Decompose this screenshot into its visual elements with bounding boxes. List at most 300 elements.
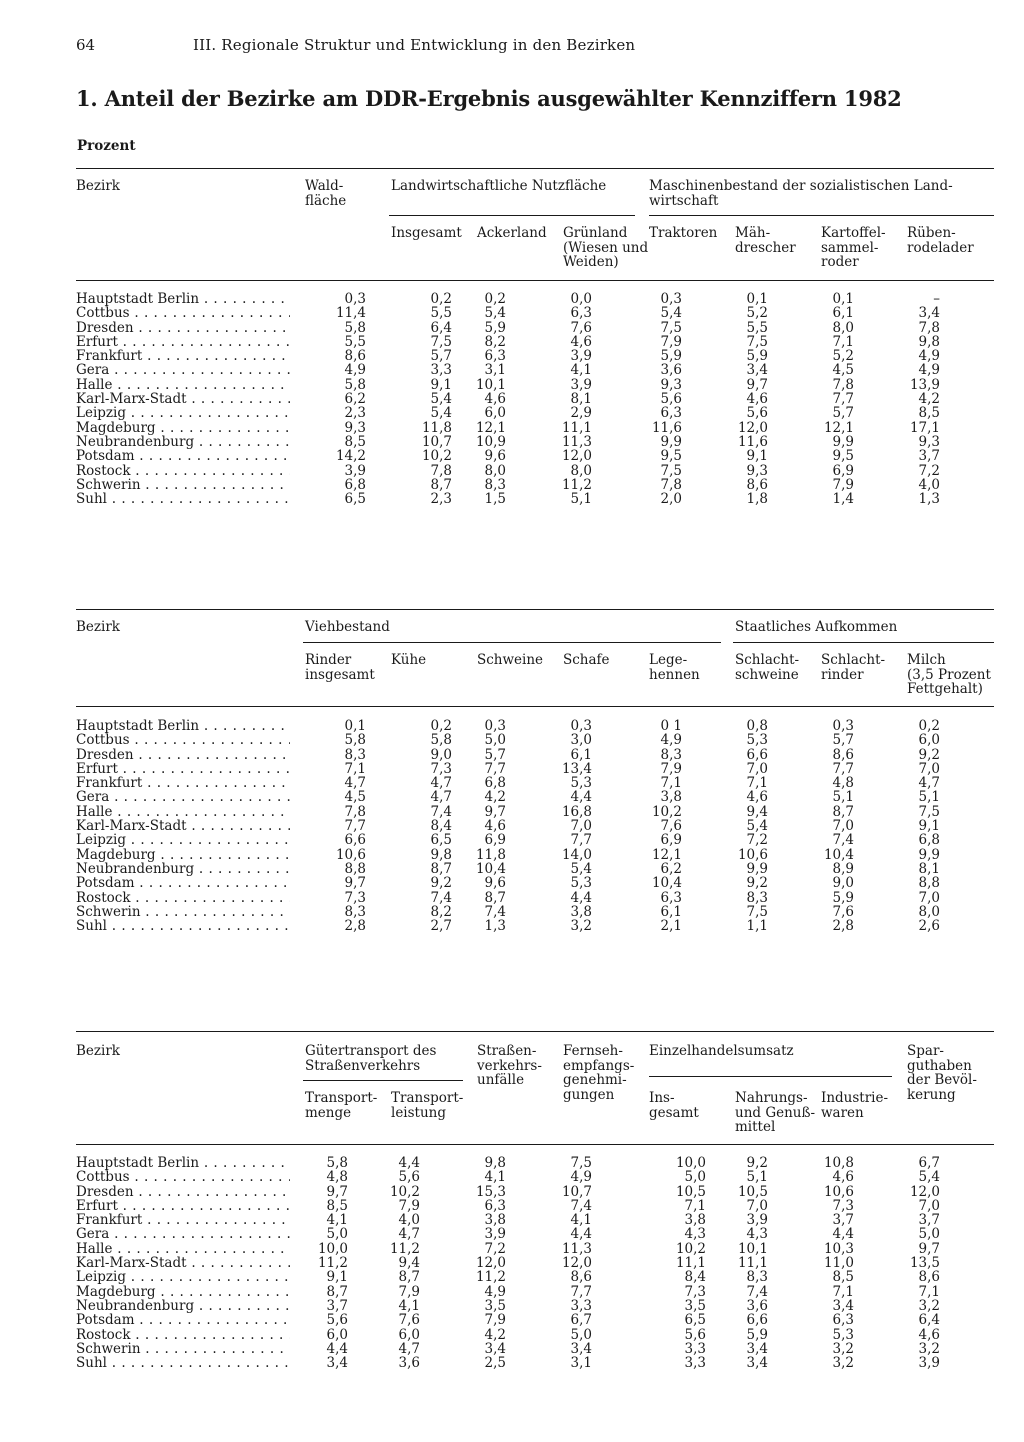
header-einzelhandelsumsatz: Einzelhandelsumsatz (649, 1043, 794, 1059)
value-cell: 5,9 (660, 348, 682, 365)
table-row (76, 1156, 994, 1170)
value-cell: 11,2 (475, 1269, 506, 1286)
header-rinder: Rinder insgesamt (305, 652, 375, 683)
value-cell: 3,2 (832, 1355, 854, 1372)
value-cell: 9,9 (660, 433, 682, 450)
value-cell: 5,6 (746, 405, 768, 422)
value-cell: 5,1 (918, 789, 940, 806)
value-cell: 15,3 (475, 1183, 506, 1200)
value-cell: 8,6 (570, 1269, 592, 1286)
value-cell: 7,9 (660, 760, 682, 777)
value-cell: 6,4 (918, 1312, 940, 1329)
header-ruebenrodelader: Rüben- rodelader (907, 225, 974, 256)
table-row (76, 919, 994, 933)
value-cell: 4,5 (344, 789, 366, 806)
table-1 (76, 168, 994, 513)
value-cell: 1,3 (918, 491, 940, 508)
value-cell: 4,7 (430, 775, 452, 792)
district-name: Hauptstadt Berlin . . . (76, 292, 290, 306)
value-cell: 2,7 (430, 918, 452, 935)
value-cell: 8,3 (344, 746, 366, 763)
value-cell: 6,8 (918, 832, 940, 849)
table-row (76, 392, 994, 406)
value-cell: 7,0 (570, 818, 592, 835)
value-cell: 7,4 (430, 803, 452, 820)
table-row (76, 406, 994, 420)
value-cell: 3,5 (484, 1297, 506, 1314)
value-cell: 6,4 (430, 319, 452, 336)
district-name: Magdeburg . . . (76, 421, 290, 435)
table-row (76, 349, 994, 363)
value-cell: 4,9 (918, 348, 940, 365)
value-cell: 5,0 (684, 1169, 706, 1186)
value-cell: 9,2 (918, 746, 940, 763)
table-row (76, 790, 994, 804)
value-cell: – (933, 291, 940, 307)
value-cell: 3,8 (570, 903, 592, 920)
value-cell: 8,2 (430, 903, 452, 920)
table-row (76, 719, 994, 733)
value-cell: 12,1 (651, 846, 682, 863)
value-cell: 7,2 (746, 832, 768, 849)
value-cell: 10,2 (675, 1240, 706, 1257)
table-row (76, 435, 994, 449)
value-cell: 2,5 (484, 1355, 506, 1372)
value-cell: 7,1 (746, 775, 768, 792)
value-cell: 3,9 (570, 348, 592, 365)
value-cell: 10,2 (421, 448, 452, 465)
value-cell: 9,2 (746, 875, 768, 892)
value-cell: 5,1 (832, 789, 854, 806)
value-cell: 6,3 (832, 1312, 854, 1329)
value-cell: 5,1 (570, 491, 592, 508)
header-transportleistung: Transport- leistung (391, 1090, 464, 1121)
value-cell: 6,7 (570, 1312, 592, 1329)
value-cell: 4,9 (918, 362, 940, 379)
value-cell: 4,7 (430, 789, 452, 806)
value-cell: 5,2 (746, 305, 768, 322)
table-row (76, 1242, 994, 1256)
value-cell: 11,6 (651, 419, 682, 436)
value-cell: 9,5 (832, 448, 854, 465)
gueter-group-rule (303, 1080, 463, 1081)
value-cell: 10,1 (475, 376, 506, 393)
table-row (76, 733, 994, 747)
value-cell: 4,5 (832, 362, 854, 379)
value-cell: 9,2 (746, 1155, 768, 1171)
value-cell: 11,4 (335, 305, 366, 322)
value-cell: 3,9 (918, 1355, 940, 1372)
value-cell: 3,6 (398, 1355, 420, 1372)
value-cell: 9,9 (832, 433, 854, 450)
value-cell: 0,2 (918, 718, 940, 734)
value-cell: 7,3 (344, 889, 366, 906)
value-cell: 7,3 (832, 1197, 854, 1214)
value-cell: 3,9 (344, 462, 366, 479)
value-cell: 4,0 (918, 476, 940, 493)
header-industriewaren: Industrie- waren (821, 1090, 889, 1121)
value-cell: 4,6 (832, 1169, 854, 1186)
value-cell: 0 1 (660, 718, 682, 734)
value-cell: 8,4 (430, 818, 452, 835)
value-cell: 9,6 (484, 448, 506, 465)
value-cell: 4,1 (570, 362, 592, 379)
value-cell: 2,3 (344, 405, 366, 422)
district-name: Frankfurt . . . (76, 1213, 290, 1227)
value-cell: 8,6 (918, 1269, 940, 1286)
value-cell: 3,3 (570, 1297, 592, 1314)
value-cell: 5,8 (326, 1155, 348, 1171)
value-cell: 11,0 (823, 1255, 854, 1272)
value-cell: 7,7 (570, 832, 592, 849)
value-cell: 8,7 (326, 1283, 348, 1300)
value-cell: 10,0 (317, 1240, 348, 1257)
value-cell: 13,4 (561, 760, 592, 777)
table-row (76, 1170, 994, 1184)
value-cell: 0,1 (746, 291, 768, 307)
table-row (76, 876, 994, 890)
table-row (76, 449, 994, 463)
header-bezirk: Bezirk (76, 178, 120, 194)
value-cell: 11,1 (675, 1255, 706, 1272)
value-cell: 8,7 (484, 889, 506, 906)
value-cell: 7,5 (660, 462, 682, 479)
value-cell: 8,5 (918, 405, 940, 422)
value-cell: 7,5 (660, 319, 682, 336)
value-cell: 7,7 (570, 1283, 592, 1300)
value-cell: 6,6 (746, 1312, 768, 1329)
value-cell: 10,6 (823, 1183, 854, 1200)
value-cell: 2,1 (660, 918, 682, 935)
table-row (76, 363, 994, 377)
table-row (76, 1213, 994, 1227)
header-strassenverkehrsunfaelle: Straßen- verkehrs- unfälle (477, 1043, 542, 1088)
table-1-header-rule (76, 280, 994, 281)
value-cell: 11,8 (475, 846, 506, 863)
district-name: Frankfurt . . . (76, 776, 290, 790)
district-name: Neubrandenburg . . . (76, 862, 290, 876)
value-cell: 4,3 (684, 1226, 706, 1243)
value-cell: 3,2 (918, 1297, 940, 1314)
value-cell: 8,0 (918, 903, 940, 920)
table-3-header-rule (76, 1144, 994, 1145)
value-cell: 4,9 (344, 362, 366, 379)
value-cell: 5,0 (326, 1226, 348, 1243)
value-cell: 6,1 (660, 903, 682, 920)
value-cell: 7,5 (430, 333, 452, 350)
table-2 (76, 609, 994, 939)
value-cell: 3,8 (484, 1212, 506, 1229)
table-row (76, 805, 994, 819)
value-cell: 4,4 (326, 1340, 348, 1357)
table-row (76, 378, 994, 392)
value-cell: 9,8 (430, 846, 452, 863)
value-cell: 14,2 (335, 448, 366, 465)
value-cell: 9,3 (918, 433, 940, 450)
value-cell: 9,9 (746, 860, 768, 877)
table-row (76, 1356, 994, 1370)
value-cell: 7,5 (746, 903, 768, 920)
table-1-body (76, 292, 994, 506)
header-insgesamt: Ins- gesamt (649, 1090, 699, 1121)
district-name: Neubrandenburg . . . (76, 1299, 290, 1313)
value-cell: 7,5 (570, 1155, 592, 1171)
value-cell: 6,1 (570, 746, 592, 763)
table-row (76, 292, 994, 306)
value-cell: 7,4 (570, 1197, 592, 1214)
table-row (76, 891, 994, 905)
value-cell: 4,1 (326, 1212, 348, 1229)
chapter-title: III. Regionale Struktur und Entwicklung in den Bezirken (193, 36, 636, 54)
value-cell: 12,0 (909, 1183, 940, 1200)
header-transportmenge: Transport- menge (305, 1090, 378, 1121)
value-cell: 5,7 (832, 405, 854, 422)
value-cell: 0,3 (484, 718, 506, 734)
table-row (76, 776, 994, 790)
district-name: Potsdam . . . (76, 1313, 290, 1327)
value-cell: 9,0 (430, 746, 452, 763)
district-name: Cottbus . . . (76, 1170, 290, 1184)
value-cell: 5,6 (326, 1312, 348, 1329)
value-cell: 6,9 (832, 462, 854, 479)
value-cell: 11,3 (561, 1240, 592, 1257)
value-cell: 9,4 (398, 1255, 420, 1272)
value-cell: 7,9 (484, 1312, 506, 1329)
district-name: Hauptstadt Berlin . . . (76, 719, 290, 733)
value-cell: 3,4 (570, 1340, 592, 1357)
header-kuehe: Kühe (391, 652, 427, 668)
value-cell: 8,7 (832, 803, 854, 820)
value-cell: 5,6 (684, 1326, 706, 1343)
table-row (76, 1199, 994, 1213)
table-2-top-rule (76, 609, 994, 610)
value-cell: 5,0 (570, 1326, 592, 1343)
value-cell: 10,1 (737, 1240, 768, 1257)
value-cell: 2,3 (430, 491, 452, 508)
value-cell: 5,2 (832, 348, 854, 365)
value-cell: 8,1 (918, 860, 940, 877)
value-cell: 8,5 (326, 1197, 348, 1214)
value-cell: 4,6 (484, 391, 506, 408)
value-cell: 8,8 (344, 860, 366, 877)
value-cell: 3,4 (746, 1355, 768, 1372)
value-cell: 6,2 (344, 391, 366, 408)
value-cell: 0,3 (344, 291, 366, 307)
value-cell: 5,7 (430, 348, 452, 365)
table-row (76, 335, 994, 349)
district-name: Dresden . . . (76, 748, 290, 762)
value-cell: 6,9 (484, 832, 506, 849)
value-cell: 5,7 (832, 732, 854, 749)
value-cell: 5,4 (918, 1169, 940, 1186)
value-cell: 4,7 (398, 1340, 420, 1357)
value-cell: 10,7 (421, 433, 452, 450)
value-cell: 8,1 (570, 391, 592, 408)
value-cell: 5,5 (430, 305, 452, 322)
value-cell: 5,4 (430, 391, 452, 408)
table-row (76, 1342, 994, 1356)
value-cell: 7,1 (832, 1283, 854, 1300)
value-cell: 8,3 (344, 903, 366, 920)
district-name: Karl-Marx-Stadt . . . (76, 392, 290, 406)
value-cell: 8,8 (918, 875, 940, 892)
value-cell: 1,3 (484, 918, 506, 935)
value-cell: 7,4 (484, 903, 506, 920)
value-cell: 10,9 (475, 433, 506, 450)
value-cell: 4,2 (484, 789, 506, 806)
value-cell: 17,1 (909, 419, 940, 436)
value-cell: 8,9 (832, 860, 854, 877)
value-cell: 5,4 (746, 818, 768, 835)
value-cell: 5,9 (746, 1326, 768, 1343)
value-cell: 5,5 (746, 319, 768, 336)
value-cell: 6,8 (484, 775, 506, 792)
district-name: Gera . . . (76, 363, 290, 377)
value-cell: 6,3 (484, 1197, 506, 1214)
value-cell: 7,9 (398, 1197, 420, 1214)
value-cell: 8,7 (430, 476, 452, 493)
value-cell: 7,1 (660, 775, 682, 792)
value-cell: 10,3 (823, 1240, 854, 1257)
value-cell: 3,6 (660, 362, 682, 379)
value-cell: 9,7 (746, 376, 768, 393)
value-cell: 8,7 (430, 860, 452, 877)
value-cell: 7,1 (832, 333, 854, 350)
header-schweine: Schweine (477, 652, 544, 668)
value-cell: 12,1 (823, 419, 854, 436)
value-cell: 7,9 (832, 476, 854, 493)
value-cell: 5,8 (430, 732, 452, 749)
district-name: Schwerin . . . (76, 478, 290, 492)
value-cell: 0,1 (832, 291, 854, 307)
value-cell: 6,0 (398, 1326, 420, 1343)
table-row (76, 1285, 994, 1299)
district-name: Potsdam . . . (76, 449, 290, 463)
district-name: Potsdam . . . (76, 876, 290, 890)
value-cell: 8,0 (570, 462, 592, 479)
table-row (76, 819, 994, 833)
district-name: Karl-Marx-Stadt . . . (76, 819, 290, 833)
value-cell: 7,8 (918, 319, 940, 336)
value-cell: 9,1 (326, 1269, 348, 1286)
table-row (76, 862, 994, 876)
value-cell: 8,3 (660, 746, 682, 763)
value-cell: 7,0 (918, 889, 940, 906)
value-cell: 3,3 (684, 1340, 706, 1357)
value-cell: 5,3 (570, 775, 592, 792)
district-name: Cottbus . . . (76, 306, 290, 320)
district-name: Neubrandenburg . . . (76, 435, 290, 449)
value-cell: 7,0 (918, 760, 940, 777)
value-cell: 3,4 (918, 305, 940, 322)
value-cell: 6,6 (746, 746, 768, 763)
value-cell: 10,6 (737, 846, 768, 863)
value-cell: 9,7 (344, 875, 366, 892)
value-cell: 5,4 (570, 860, 592, 877)
district-name: Gera . . . (76, 790, 290, 804)
value-cell: 4,9 (484, 1283, 506, 1300)
value-cell: 4,3 (746, 1226, 768, 1243)
value-cell: 4,2 (918, 391, 940, 408)
value-cell: 4,7 (398, 1226, 420, 1243)
value-cell: 7,6 (832, 903, 854, 920)
value-cell: 0,8 (746, 718, 768, 734)
value-cell: 0,3 (570, 718, 592, 734)
header-bezirk: Bezirk (76, 619, 120, 635)
header-schafe: Schafe (563, 652, 610, 668)
value-cell: 4,9 (570, 1169, 592, 1186)
value-cell: 7,7 (344, 818, 366, 835)
value-cell: 1,5 (484, 491, 506, 508)
page-number: 64 (76, 36, 96, 54)
table-row (76, 848, 994, 862)
district-name: Erfurt . . . (76, 335, 290, 349)
vieh-group-rule (303, 642, 721, 643)
district-name: Halle . . . (76, 1242, 290, 1256)
district-name: Rostock . . . (76, 891, 290, 905)
value-cell: 8,6 (832, 746, 854, 763)
value-cell: 0,3 (660, 291, 682, 307)
value-cell: 7,8 (344, 803, 366, 820)
district-name: Leipzig . . . (76, 406, 290, 420)
value-cell: 6,0 (484, 405, 506, 422)
value-cell: 7,1 (684, 1197, 706, 1214)
district-name: Magdeburg . . . (76, 1285, 290, 1299)
value-cell: 5,1 (746, 1169, 768, 1186)
running-head (76, 36, 984, 56)
value-cell: 9,1 (918, 818, 940, 835)
value-cell: 11,2 (317, 1255, 348, 1272)
value-cell: 4,4 (570, 789, 592, 806)
value-cell: 6,3 (660, 405, 682, 422)
value-cell: 3,0 (570, 732, 592, 749)
value-cell: 10,4 (651, 875, 682, 892)
value-cell: 3,2 (570, 918, 592, 935)
value-cell: 5,6 (660, 391, 682, 408)
value-cell: 7,8 (832, 376, 854, 393)
value-cell: 7,1 (344, 760, 366, 777)
value-cell: 7,8 (660, 476, 682, 493)
value-cell: 5,5 (344, 333, 366, 350)
table-row (76, 1256, 994, 1270)
value-cell: 6,8 (344, 476, 366, 493)
table-3-body (76, 1156, 994, 1370)
value-cell: 9,3 (344, 419, 366, 436)
value-cell: 9,3 (660, 376, 682, 393)
header-bezirk: Bezirk (76, 1043, 120, 1059)
value-cell: 7,2 (918, 462, 940, 479)
value-cell: 4,1 (398, 1297, 420, 1314)
unit-label: Prozent (77, 138, 136, 154)
table-row (76, 1313, 994, 1327)
header-ackerland: Ackerland (477, 225, 547, 241)
value-cell: 7,9 (660, 333, 682, 350)
district-name: Schwerin . . . (76, 905, 290, 919)
value-cell: 6,0 (918, 732, 940, 749)
value-cell: 4,8 (326, 1169, 348, 1186)
value-cell: 13,9 (909, 376, 940, 393)
value-cell: 6,2 (660, 860, 682, 877)
table-row (76, 464, 994, 478)
table-title: 1. Anteil der Bezirke am DDR-Ergebnis ausgewählter Kennziffern 1982 (76, 86, 902, 111)
value-cell: 3,9 (746, 1212, 768, 1229)
value-cell: 8,3 (484, 476, 506, 493)
value-cell: 10,8 (823, 1155, 854, 1171)
table-row (76, 762, 994, 776)
value-cell: 0,2 (430, 291, 452, 307)
district-name: Erfurt . . . (76, 762, 290, 776)
value-cell: 3,4 (326, 1355, 348, 1372)
